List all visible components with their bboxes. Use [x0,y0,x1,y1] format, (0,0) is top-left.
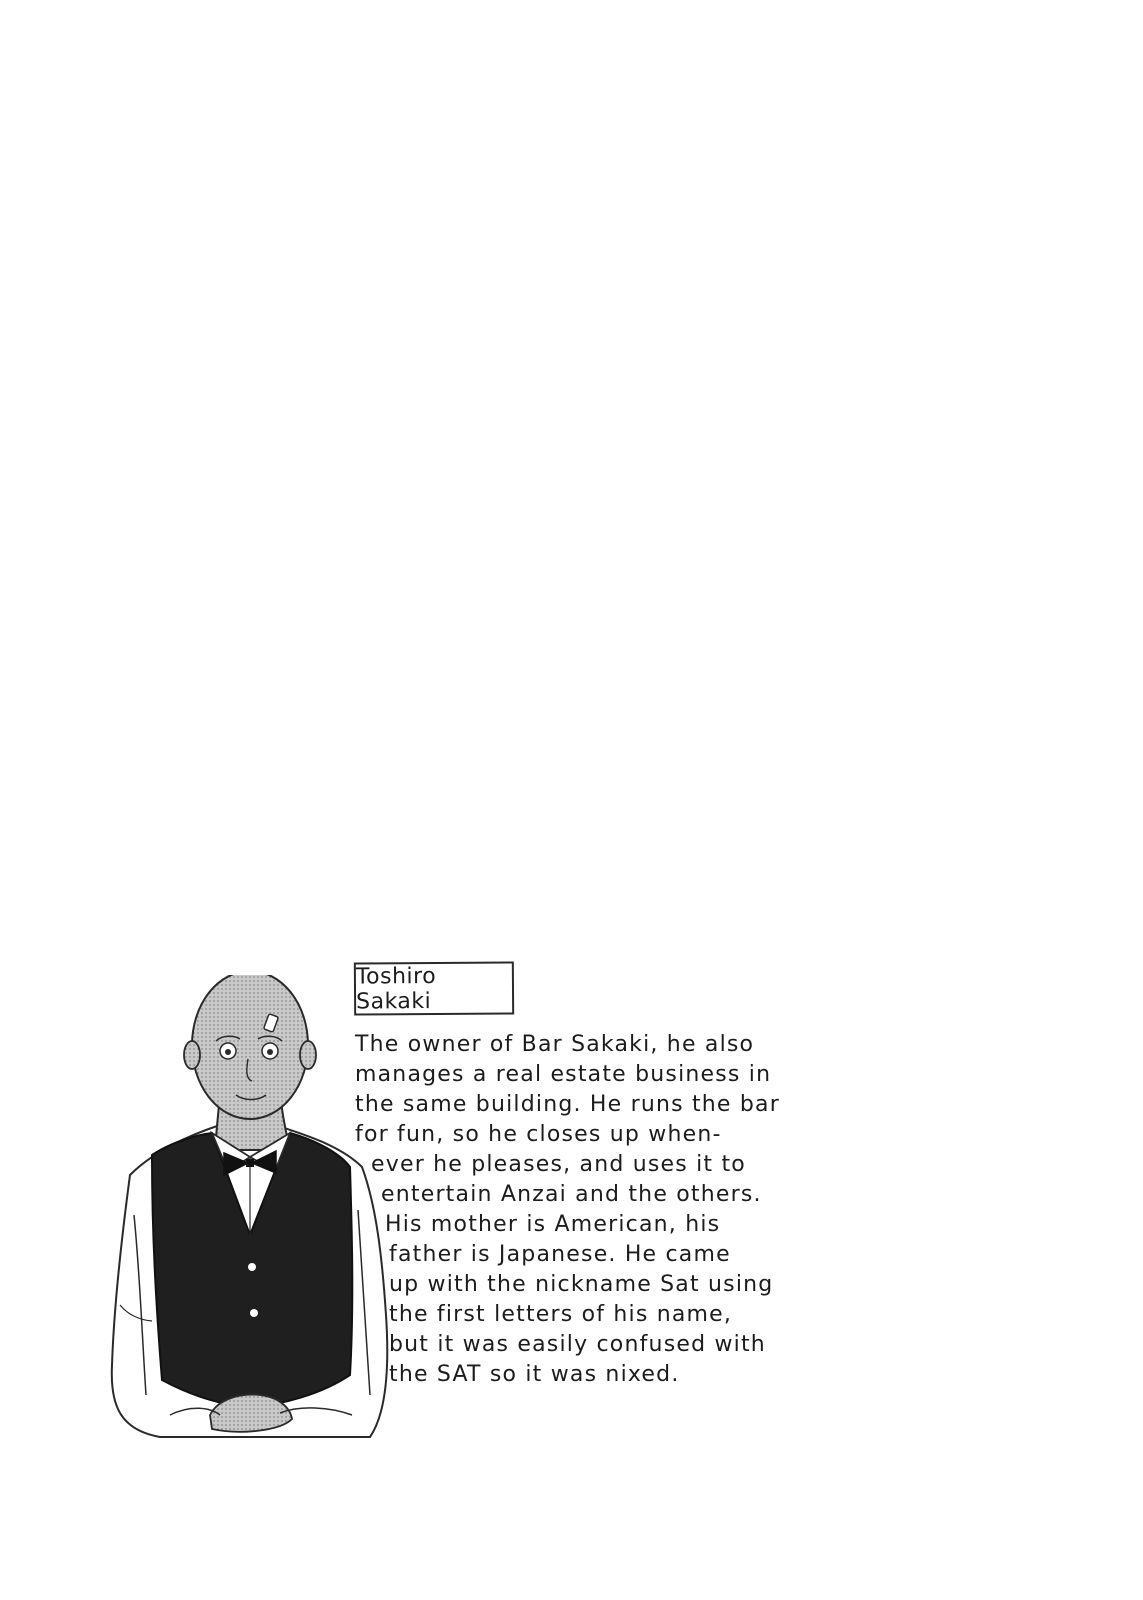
bio-line: His mother is American, his [385,1212,721,1237]
bio-line: entertain Anzai and the others. [381,1182,762,1207]
bio-line: for fun, so he closes up when- [355,1122,722,1147]
bio-line: up with the nickname Sat using [389,1272,774,1297]
character-name-box [354,961,514,1015]
vest-button [248,1263,256,1271]
bio-line: the first letters of his name, [389,1302,733,1327]
bio-line: but it was easily confused with [389,1332,766,1357]
bio-line: father is Japanese. He came [389,1242,731,1267]
bio-line: the SAT so it was nixed. [389,1362,680,1387]
bio-line: the same building. He runs the bar [355,1092,780,1117]
bio-line: ever he pleases, and uses it to [371,1152,746,1177]
bio-line: manages a real estate business in [355,1062,772,1087]
vest-button [250,1309,258,1317]
character-name: Toshiro Sakaki [355,963,437,1015]
bald-head [192,975,308,1119]
bio-line: The owner of Bar Sakaki, he also [355,1032,755,1057]
